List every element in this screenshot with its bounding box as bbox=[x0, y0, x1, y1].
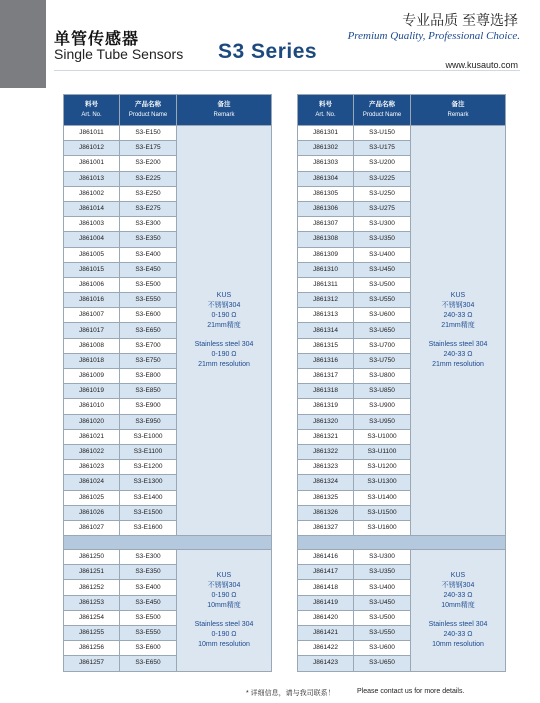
art-no-cell: J861251 bbox=[64, 565, 120, 580]
table-row bbox=[298, 550, 506, 565]
product-name-cell: S3-U175 bbox=[354, 141, 411, 156]
product-name-cell: S3-U1200 bbox=[354, 460, 411, 475]
art-no-cell: J861309 bbox=[298, 247, 354, 262]
art-no-cell: J861323 bbox=[298, 460, 354, 475]
page-header bbox=[0, 0, 540, 88]
art-no-cell: J861021 bbox=[64, 429, 120, 444]
product-name-cell: S3-E350 bbox=[120, 232, 177, 247]
art-no-cell: J861026 bbox=[64, 505, 120, 520]
art-no-cell: J861315 bbox=[298, 338, 354, 353]
section-gap-cell bbox=[298, 536, 506, 550]
product-name-cell: S3-U400 bbox=[354, 580, 411, 595]
art-no-cell: J861018 bbox=[64, 353, 120, 368]
art-no-cell: J861423 bbox=[298, 656, 354, 671]
product-name-cell: S3-U550 bbox=[354, 293, 411, 308]
remark-line: Stainless steel 304 bbox=[194, 620, 254, 628]
table-row bbox=[298, 126, 506, 141]
art-no-cell: J861004 bbox=[64, 232, 120, 247]
art-no-cell: J861255 bbox=[64, 626, 120, 641]
col-header-art: 料号 Art. No. bbox=[298, 95, 354, 126]
remark-line: 240-33 Ω bbox=[443, 591, 473, 599]
art-no-cell: J861308 bbox=[298, 232, 354, 247]
product-name-cell: S3-E600 bbox=[120, 308, 177, 323]
product-name-cell: S3-E1500 bbox=[120, 505, 177, 520]
product-name-cell: S3-U800 bbox=[354, 369, 411, 384]
product-name-cell: S3-E1000 bbox=[120, 429, 177, 444]
product-name-cell: S3-U225 bbox=[354, 171, 411, 186]
website-url: www.kusauto.com bbox=[445, 60, 518, 70]
remark-line: 不锈钢304 bbox=[207, 302, 241, 310]
remark-line: Stainless steel 304 bbox=[428, 341, 488, 349]
art-no-cell: J861254 bbox=[64, 610, 120, 625]
art-no-cell: J861306 bbox=[298, 201, 354, 216]
art-no-cell: J861011 bbox=[64, 126, 120, 141]
footer-note-en: Please contact us for more details. bbox=[357, 688, 465, 695]
product-name-cell: S3-U150 bbox=[354, 126, 411, 141]
col-header-remark: 备注 Remark bbox=[177, 95, 272, 126]
art-no-cell: J861422 bbox=[298, 641, 354, 656]
art-no-cell: J861314 bbox=[298, 323, 354, 338]
product-name-cell: S3-E400 bbox=[120, 247, 177, 262]
remark-line: 21mm精度 bbox=[441, 322, 475, 330]
section-gap-cell bbox=[64, 536, 272, 550]
product-name-cell: S3-E800 bbox=[120, 369, 177, 384]
product-name-cell: S3-U1000 bbox=[354, 429, 411, 444]
slogan-cn: 专业品质 至尊选择 bbox=[402, 12, 518, 28]
product-name-cell: S3-E225 bbox=[120, 171, 177, 186]
product-name-cell: S3-U450 bbox=[354, 262, 411, 277]
remark-line: 0-190 Ω bbox=[211, 591, 237, 599]
product-name-cell: S3-U1100 bbox=[354, 444, 411, 459]
art-no-cell: J861008 bbox=[64, 338, 120, 353]
art-no-cell: J861310 bbox=[298, 262, 354, 277]
remark-line: 不锈钢304 bbox=[441, 302, 475, 310]
art-no-cell: J861325 bbox=[298, 490, 354, 505]
product-name-cell: S3-U1600 bbox=[354, 520, 411, 535]
art-no-cell: J861250 bbox=[64, 550, 120, 565]
remark-line: 0-190 Ω bbox=[211, 630, 237, 638]
art-no-cell: J861017 bbox=[64, 323, 120, 338]
art-no-cell: J861015 bbox=[64, 262, 120, 277]
col-header-name: 产品名称 Product Name bbox=[120, 95, 177, 126]
product-name-cell: S3-U850 bbox=[354, 384, 411, 399]
art-no-cell: J861304 bbox=[298, 171, 354, 186]
product-name-cell: S3-E1600 bbox=[120, 520, 177, 535]
product-name-cell: S3-U600 bbox=[354, 308, 411, 323]
product-name-cell: S3-U500 bbox=[354, 610, 411, 625]
remark-line: 0-190 Ω bbox=[211, 312, 237, 320]
art-no-cell: J861416 bbox=[298, 550, 354, 565]
product-name-cell: S3-E1300 bbox=[120, 475, 177, 490]
art-no-cell: J861014 bbox=[64, 201, 120, 216]
art-no-cell: J861321 bbox=[298, 429, 354, 444]
art-no-cell: J861006 bbox=[64, 277, 120, 292]
art-no-cell: J861318 bbox=[298, 384, 354, 399]
art-no-cell: J861305 bbox=[298, 186, 354, 201]
title-en: Single Tube Sensors bbox=[54, 46, 184, 62]
slogan-en: Premium Quality, Professional Choice. bbox=[347, 30, 520, 42]
art-no-cell: J861311 bbox=[298, 277, 354, 292]
art-no-cell: J861417 bbox=[298, 565, 354, 580]
art-no-cell: J861421 bbox=[298, 626, 354, 641]
col-header-art: 料号 Art. No. bbox=[64, 95, 120, 126]
table-header-row bbox=[298, 95, 506, 126]
remark-line: 21mm resolution bbox=[432, 361, 484, 369]
art-no-cell: J861419 bbox=[298, 595, 354, 610]
remark-line: 21mm精度 bbox=[207, 322, 241, 330]
product-name-cell: S3-U750 bbox=[354, 353, 411, 368]
art-no-cell: J861303 bbox=[298, 156, 354, 171]
product-name-cell: S3-U250 bbox=[354, 186, 411, 201]
product-name-cell: S3-E250 bbox=[120, 186, 177, 201]
remark-cell bbox=[411, 126, 506, 536]
art-no-cell: J861327 bbox=[298, 520, 354, 535]
product-name-cell: S3-E650 bbox=[120, 323, 177, 338]
art-no-cell: J861019 bbox=[64, 384, 120, 399]
product-name-cell: S3-E450 bbox=[120, 595, 177, 610]
header-divider bbox=[54, 70, 520, 71]
product-table-left bbox=[63, 94, 272, 672]
product-name-cell: S3-U300 bbox=[354, 550, 411, 565]
art-no-cell: J861319 bbox=[298, 399, 354, 414]
art-no-cell: J861007 bbox=[64, 308, 120, 323]
table-row bbox=[64, 550, 272, 565]
product-name-cell: S3-U1300 bbox=[354, 475, 411, 490]
product-name-cell: S3-E300 bbox=[120, 550, 177, 565]
product-name-cell: S3-E1200 bbox=[120, 460, 177, 475]
remark-line: Stainless steel 304 bbox=[194, 341, 254, 349]
product-name-cell: S3-E650 bbox=[120, 656, 177, 671]
art-no-cell: J861025 bbox=[64, 490, 120, 505]
art-no-cell: J861312 bbox=[298, 293, 354, 308]
product-name-cell: S3-E500 bbox=[120, 277, 177, 292]
product-name-cell: S3-U1400 bbox=[354, 490, 411, 505]
product-name-cell: S3-E175 bbox=[120, 141, 177, 156]
remark-line: KUS bbox=[450, 292, 466, 300]
product-name-cell: S3-E450 bbox=[120, 262, 177, 277]
decorative-gray-block bbox=[0, 0, 46, 88]
art-no-cell: J861013 bbox=[64, 171, 120, 186]
art-no-cell: J861012 bbox=[64, 141, 120, 156]
product-name-cell: S3-E900 bbox=[120, 399, 177, 414]
product-name-cell: S3-E300 bbox=[120, 217, 177, 232]
title-cn: 单管传感器 bbox=[54, 31, 140, 48]
product-name-cell: S3-E350 bbox=[120, 565, 177, 580]
product-name-cell: S3-E150 bbox=[120, 126, 177, 141]
section-gap-row bbox=[64, 536, 272, 550]
product-name-cell: S3-U950 bbox=[354, 414, 411, 429]
remark-line: KUS bbox=[450, 571, 466, 579]
art-no-cell: J861317 bbox=[298, 369, 354, 384]
art-no-cell: J861002 bbox=[64, 186, 120, 201]
art-no-cell: J861420 bbox=[298, 610, 354, 625]
art-no-cell: J861316 bbox=[298, 353, 354, 368]
product-name-cell: S3-E850 bbox=[120, 384, 177, 399]
product-name-cell: S3-E550 bbox=[120, 293, 177, 308]
art-no-cell: J861302 bbox=[298, 141, 354, 156]
art-no-cell: J861307 bbox=[298, 217, 354, 232]
product-name-cell: S3-E700 bbox=[120, 338, 177, 353]
product-name-cell: S3-U650 bbox=[354, 323, 411, 338]
art-no-cell: J861010 bbox=[64, 399, 120, 414]
product-name-cell: S3-U300 bbox=[354, 217, 411, 232]
product-name-cell: S3-E400 bbox=[120, 580, 177, 595]
remark-line: 0-190 Ω bbox=[211, 351, 237, 359]
art-no-cell: J861023 bbox=[64, 460, 120, 475]
product-name-cell: S3-U275 bbox=[354, 201, 411, 216]
col-header-remark: 备注 Remark bbox=[411, 95, 506, 126]
remark-cell bbox=[411, 550, 506, 672]
art-no-cell: J861009 bbox=[64, 369, 120, 384]
remark-line: 10mm精度 bbox=[441, 601, 475, 609]
series-title: S3 Series bbox=[218, 40, 318, 63]
art-no-cell: J861326 bbox=[298, 505, 354, 520]
art-no-cell: J861005 bbox=[64, 247, 120, 262]
art-no-cell: J861016 bbox=[64, 293, 120, 308]
remark-line: 240-33 Ω bbox=[443, 630, 473, 638]
art-no-cell: J861322 bbox=[298, 444, 354, 459]
product-name-cell: S3-U350 bbox=[354, 565, 411, 580]
remark-line: 21mm resolution bbox=[198, 361, 250, 369]
remark-line: 240-33 Ω bbox=[443, 351, 473, 359]
art-no-cell: J861301 bbox=[298, 126, 354, 141]
art-no-cell: J861313 bbox=[298, 308, 354, 323]
art-no-cell: J861024 bbox=[64, 475, 120, 490]
remark-line: KUS bbox=[216, 571, 232, 579]
section-gap-row bbox=[298, 536, 506, 550]
product-name-cell: S3-U200 bbox=[354, 156, 411, 171]
product-name-cell: S3-U900 bbox=[354, 399, 411, 414]
table-header-row bbox=[64, 95, 272, 126]
art-no-cell: J861256 bbox=[64, 641, 120, 656]
art-no-cell: J861324 bbox=[298, 475, 354, 490]
product-name-cell: S3-U500 bbox=[354, 277, 411, 292]
product-name-cell: S3-E1400 bbox=[120, 490, 177, 505]
art-no-cell: J861003 bbox=[64, 217, 120, 232]
remark-line: KUS bbox=[216, 292, 232, 300]
art-no-cell: J861257 bbox=[64, 656, 120, 671]
product-name-cell: S3-U450 bbox=[354, 595, 411, 610]
product-name-cell: S3-E550 bbox=[120, 626, 177, 641]
remark-cell bbox=[177, 550, 272, 672]
product-table-right bbox=[297, 94, 506, 672]
product-name-cell: S3-U350 bbox=[354, 232, 411, 247]
art-no-cell: J861022 bbox=[64, 444, 120, 459]
product-name-cell: S3-E275 bbox=[120, 201, 177, 216]
remark-line: 10mm resolution bbox=[432, 640, 484, 648]
product-name-cell: S3-U400 bbox=[354, 247, 411, 262]
remark-line: 不锈钢304 bbox=[441, 581, 475, 589]
product-name-cell: S3-U650 bbox=[354, 656, 411, 671]
product-name-cell: S3-E200 bbox=[120, 156, 177, 171]
product-name-cell: S3-U1500 bbox=[354, 505, 411, 520]
product-name-cell: S3-U550 bbox=[354, 626, 411, 641]
art-no-cell: J861020 bbox=[64, 414, 120, 429]
product-name-cell: S3-E500 bbox=[120, 610, 177, 625]
remark-line: Stainless steel 304 bbox=[428, 620, 488, 628]
art-no-cell: J861418 bbox=[298, 580, 354, 595]
art-no-cell: J861027 bbox=[64, 520, 120, 535]
product-name-cell: S3-U600 bbox=[354, 641, 411, 656]
remark-line: 240-33 Ω bbox=[443, 312, 473, 320]
remark-cell bbox=[177, 126, 272, 536]
product-name-cell: S3-U700 bbox=[354, 338, 411, 353]
remark-line: 10mm精度 bbox=[207, 601, 241, 609]
art-no-cell: J861001 bbox=[64, 156, 120, 171]
table-row bbox=[64, 126, 272, 141]
art-no-cell: J861252 bbox=[64, 580, 120, 595]
remark-line: 不锈钢304 bbox=[207, 581, 241, 589]
product-name-cell: S3-E600 bbox=[120, 641, 177, 656]
art-no-cell: J861320 bbox=[298, 414, 354, 429]
footer-note-cn: * 详细信息，请与我司联系！ bbox=[246, 690, 335, 697]
product-name-cell: S3-E950 bbox=[120, 414, 177, 429]
col-header-name: 产品名称 Product Name bbox=[354, 95, 411, 126]
product-name-cell: S3-E1100 bbox=[120, 444, 177, 459]
art-no-cell: J861253 bbox=[64, 595, 120, 610]
remark-line: 10mm resolution bbox=[198, 640, 250, 648]
product-name-cell: S3-E750 bbox=[120, 353, 177, 368]
